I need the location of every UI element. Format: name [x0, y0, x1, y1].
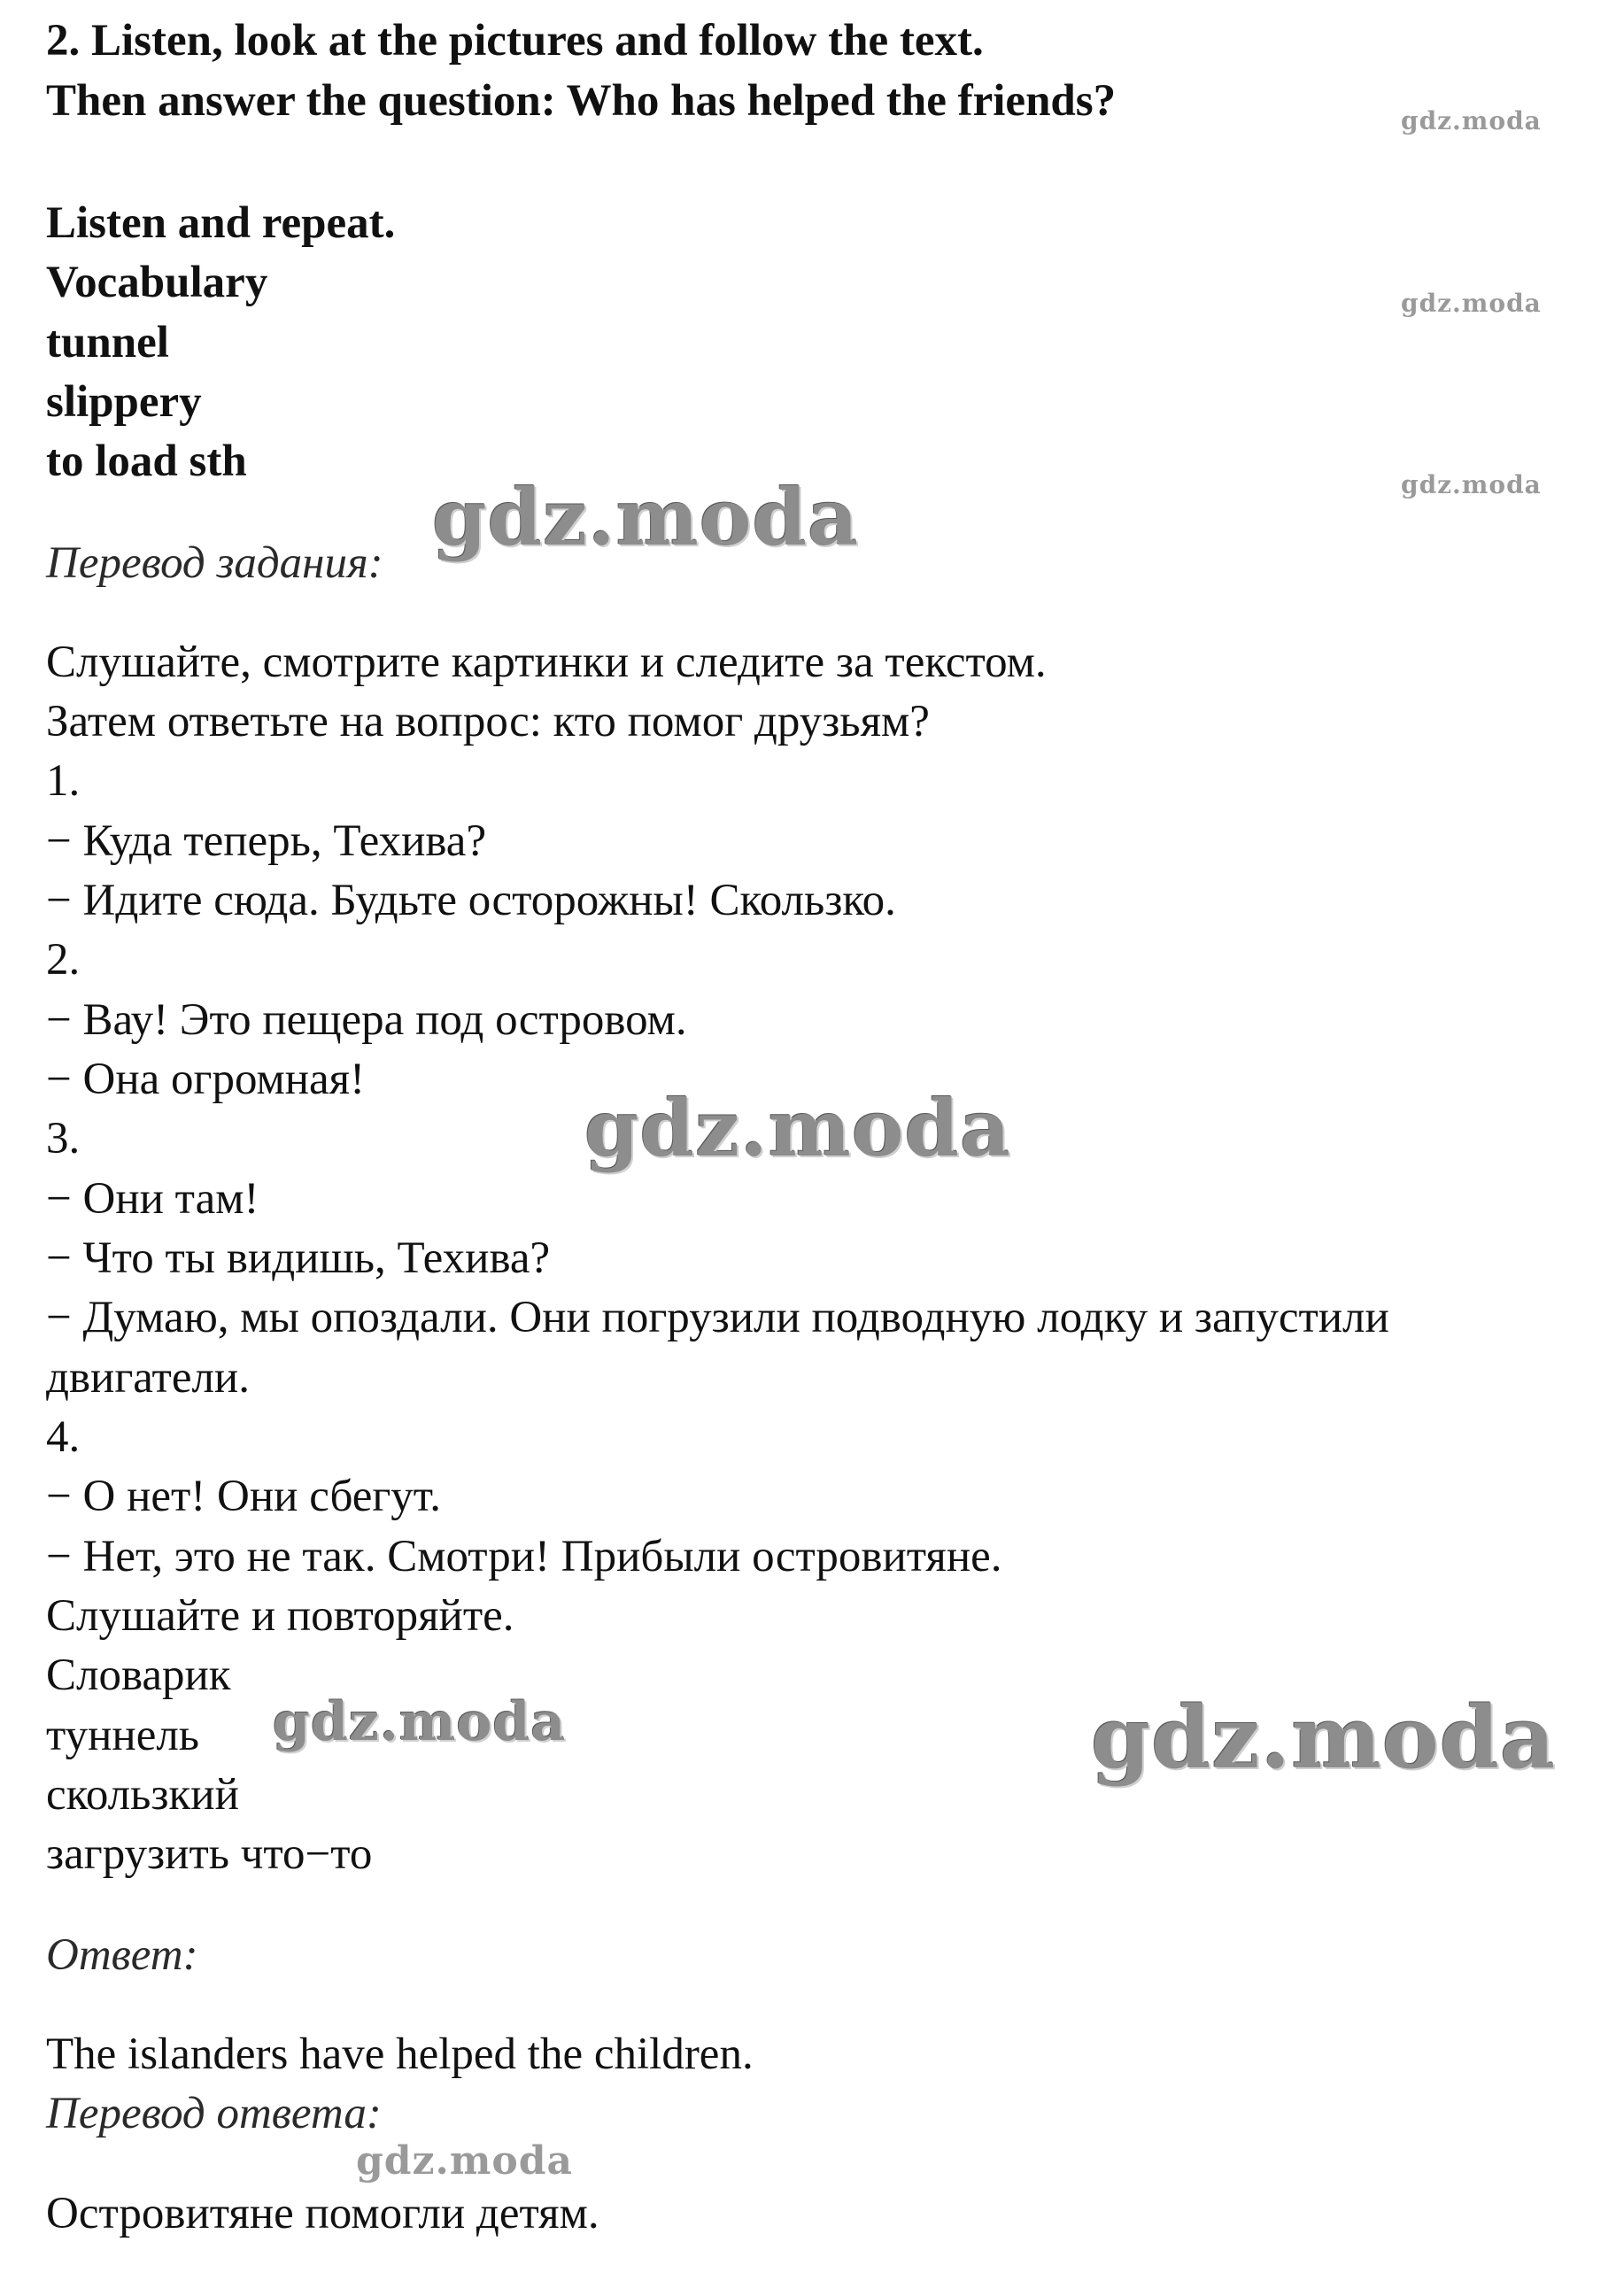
translation-line: − О нет! Они сбегут. — [46, 1472, 442, 1521]
watermark-logo: gdz.moda — [1401, 289, 1542, 318]
translation-line: туннель — [46, 1711, 200, 1760]
watermark-logo: gdz.moda — [584, 1082, 1012, 1174]
translation-heading: Перевод задания: — [46, 538, 383, 588]
watermark-logo: gdz.moda — [1091, 1688, 1557, 1788]
watermark-logo: gdz.moda — [356, 2138, 574, 2184]
translation-line: − Куда теперь, Техива? — [46, 816, 487, 866]
task-title-line-1: 2. Listen, look at the pictures and follow the text. — [46, 16, 984, 66]
answer-text: The islanders have helped the children. — [46, 2029, 754, 2079]
translation-line: загрузить что−то — [46, 1829, 373, 1879]
translation-line: − Вау! Это пещера под островом. — [46, 995, 687, 1045]
translation-line: 2. — [46, 935, 81, 985]
translation-line: Слушайте, смотрите картинки и следите за текстом. — [46, 638, 1047, 687]
translation-line: − Они там! — [46, 1174, 259, 1224]
task-title-line-2: Then answer the question: Who has helped the friends? — [46, 76, 1117, 126]
answer-heading: Ответ: — [46, 1930, 198, 1980]
watermark-logo: gdz.moda — [273, 1691, 567, 1753]
translation-line: скользкий — [46, 1770, 239, 1820]
watermark-logo: gdz.moda — [432, 471, 860, 563]
translation-line: Слушайте и повторяйте. — [46, 1591, 514, 1641]
vocabulary-item: slippery — [46, 377, 202, 427]
translation-line: двигатели. — [46, 1353, 250, 1403]
answer-translation-heading: Перевод ответа: — [46, 2089, 382, 2138]
translation-line: 1. — [46, 756, 81, 806]
translation-line: 3. — [46, 1114, 81, 1163]
vocabulary-item: tunnel — [46, 318, 169, 367]
translation-line: − Думаю, мы опоздали. Они погрузили подводную лодку и запустили — [46, 1293, 1389, 1342]
translation-line: − Нет, это не так. Смотри! Прибыли островитяне. — [46, 1532, 1002, 1581]
translation-line: − Она огромная! — [46, 1055, 366, 1104]
answer-translation-text: Островитяне помогли детям. — [46, 2189, 599, 2238]
translation-line: − Идите сюда. Будьте осторожны! Скользко. — [46, 876, 896, 925]
watermark-logo: gdz.moda — [1401, 106, 1542, 135]
translation-line: 4. — [46, 1412, 81, 1462]
translation-line: − Что ты видишь, Техива? — [46, 1233, 551, 1283]
translation-line: Словарик — [46, 1650, 231, 1700]
watermark-logo: gdz.moda — [1401, 470, 1542, 499]
translation-line: Затем ответьте на вопрос: кто помог друзьям? — [46, 697, 930, 746]
vocabulary-heading: Vocabulary — [46, 258, 268, 307]
vocabulary-item: to load sth — [46, 437, 247, 486]
listen-repeat-heading: Listen and repeat. — [46, 198, 396, 248]
